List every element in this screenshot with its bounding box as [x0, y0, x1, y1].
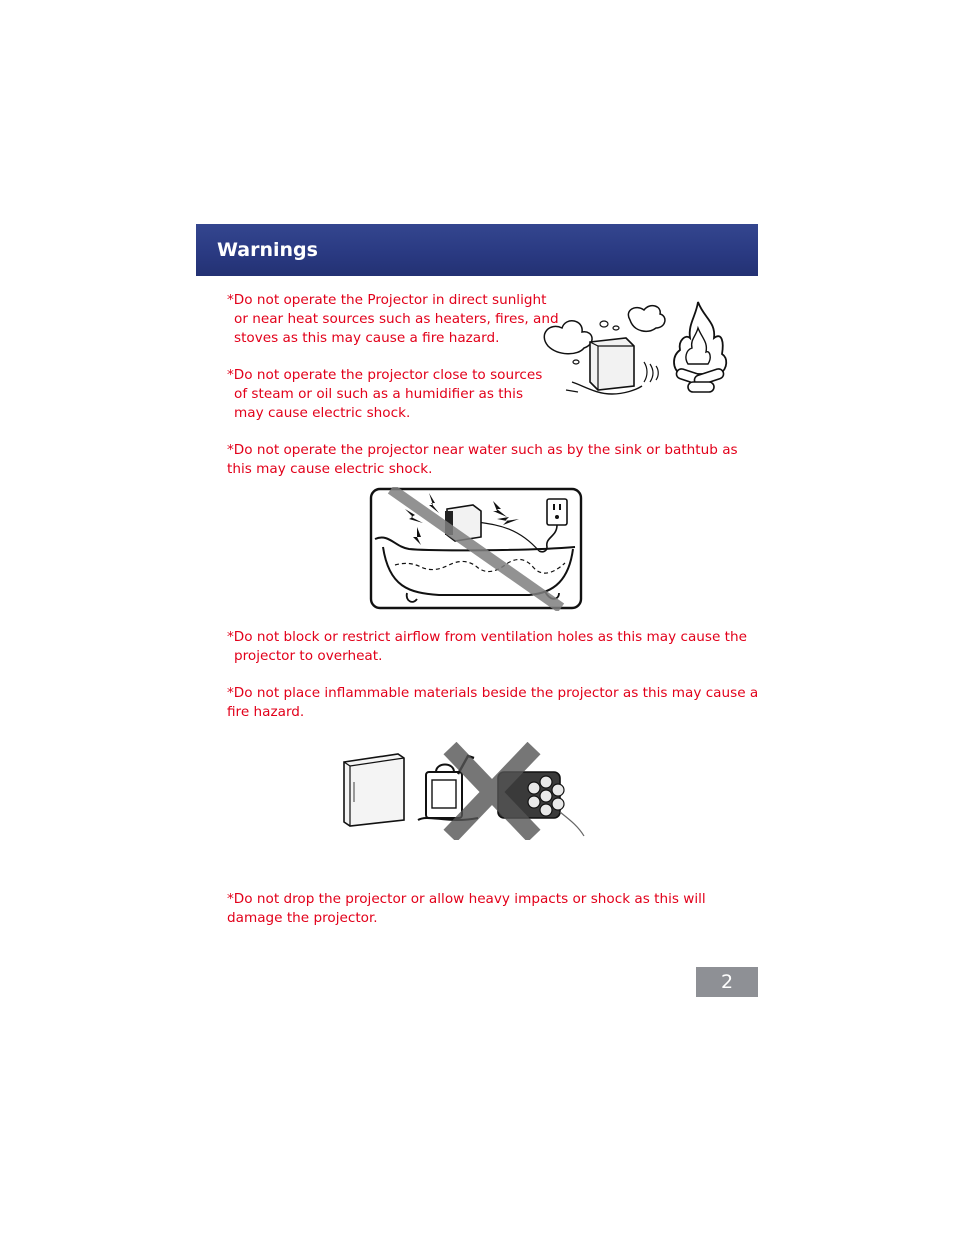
steam-cloud-icon: [544, 321, 592, 354]
power-outlet-icon: [547, 499, 567, 525]
warning-sunlight-heat: *Do not operate the Projector in direct sunlight or near heat sources such as heaters, fires, and stoves as this may cause a fire hazard.: [227, 292, 559, 346]
projector-icon: [590, 338, 634, 390]
warning-water: *Do not operate the projector near water such as by the sink or bathtub as this may cause electric shock.: [227, 442, 738, 477]
heat-steam-fire-illustration: [538, 298, 734, 402]
bathtub-water-prohibited-illustration: [369, 487, 585, 611]
page-number: 2: [696, 967, 758, 997]
fire-icon: [674, 302, 726, 392]
warning-airflow: *Do not block or restrict airflow from ventilation holes as this may cause the projector to overheat.: [227, 629, 747, 664]
steam-cloud-icon: [628, 306, 665, 332]
inflammable-materials-prohibited-illustration: [338, 742, 590, 840]
warning-steam-oil: *Do not operate the projector close to sources of steam or oil such as a humidifier as this may cause electric shock.: [227, 367, 543, 421]
section-title: Warnings: [217, 239, 318, 261]
section-header: [196, 224, 758, 276]
warning-inflammable: *Do not place inflammable materials beside the projector as this may cause a fire hazard.: [227, 685, 759, 720]
warning-drop-impact: *Do not drop the projector or allow heavy impacts or shock as this will damage the projector.: [227, 891, 706, 926]
projector-icon: [344, 754, 404, 826]
